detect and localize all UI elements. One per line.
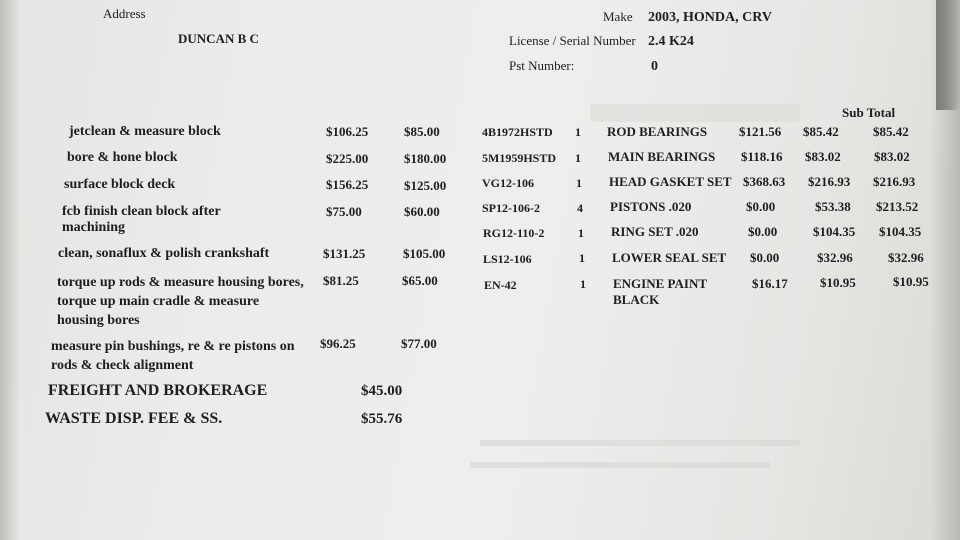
part-desc: RING SET .020 (611, 224, 699, 239)
labor-price: $156.25 (326, 177, 369, 192)
part-number: 4B1972HSTD (482, 125, 553, 139)
part-desc: MAIN BEARINGS (608, 149, 716, 164)
part-qty: 1 (578, 226, 584, 240)
part-subtotal: $83.02 (874, 149, 910, 164)
part-price: $53.38 (815, 199, 851, 214)
labor-price: $225.00 (326, 151, 369, 166)
part-desc: ENGINE PAINT BLACK (613, 276, 707, 307)
part-subtotal: $216.93 (873, 174, 916, 189)
part-desc: PISTONS .020 (610, 199, 692, 214)
part-number: 5M1959HSTD (482, 151, 557, 165)
part-subtotal: $32.96 (888, 250, 924, 265)
part-qty: 1 (576, 176, 582, 190)
fee-label: FREIGHT AND BROKERAGE (48, 382, 268, 399)
part-price: $104.35 (813, 224, 856, 239)
show-through-line (480, 440, 800, 446)
part-qty: 1 (580, 277, 586, 291)
fee-amount: $45.00 (361, 383, 403, 399)
part-list-price: $0.00 (746, 199, 776, 214)
part-number: EN-42 (484, 278, 517, 292)
labor-desc: surface block deck (64, 177, 176, 192)
part-price: $83.02 (805, 149, 841, 164)
labor-price: $81.25 (323, 273, 359, 288)
part-list-price: $16.17 (752, 276, 788, 291)
part-number: VG12-106 (482, 176, 534, 190)
labor-desc: fcb finish clean block after machining (62, 204, 221, 235)
part-price: $216.93 (808, 174, 851, 189)
labor-desc: jetclean & measure block (69, 124, 221, 139)
part-subtotal: $104.35 (879, 224, 922, 239)
labor-price: $96.25 (320, 336, 356, 351)
part-list-price: $0.00 (750, 250, 780, 265)
labor-net: $85.00 (404, 124, 440, 139)
labor-net: $60.00 (404, 204, 440, 219)
pst-value: 0 (651, 59, 658, 74)
show-through-band (590, 104, 800, 122)
labor-desc: bore & hone block (67, 150, 178, 165)
labor-desc: clean, sonaflux & polish crankshaft (58, 246, 270, 261)
license-value: 2.4 K24 (648, 34, 694, 49)
part-price: $10.95 (820, 275, 856, 290)
address-label: Address (103, 6, 146, 21)
part-qty: 1 (579, 251, 585, 265)
labor-price: $106.25 (326, 124, 369, 139)
part-list-price: $121.56 (739, 124, 782, 139)
part-list-price: $118.16 (741, 149, 783, 164)
subtotal-header: Sub Total (842, 105, 896, 120)
labor-desc: torque up rods & measure housing bores, torque up main cradle & measure housing bores (57, 275, 304, 328)
part-qty: 1 (575, 151, 581, 165)
part-desc: HEAD GASKET SET (609, 174, 732, 189)
part-desc: LOWER SEAL SET (612, 250, 727, 265)
part-desc: ROD BEARINGS (607, 124, 708, 139)
part-list-price: $0.00 (748, 224, 778, 239)
pst-label: Pst Number: (509, 58, 575, 73)
part-number: RG12-110-2 (483, 226, 545, 240)
make-value: 2003, HONDA, CRV (648, 10, 772, 25)
labor-net: $65.00 (402, 273, 438, 288)
part-number: LS12-106 (483, 252, 532, 266)
part-subtotal: $85.42 (873, 124, 909, 139)
labor-price: $75.00 (326, 204, 362, 219)
page-corner-shadow (936, 0, 960, 110)
fee-amount: $55.76 (361, 411, 403, 427)
license-label: License / Serial Number (509, 33, 636, 48)
labor-price: $131.25 (323, 246, 366, 261)
part-price: $32.96 (817, 250, 853, 265)
part-price: $85.42 (803, 124, 839, 139)
labor-net: $77.00 (401, 336, 437, 351)
part-subtotal: $213.52 (876, 199, 919, 214)
part-number: SP12-106-2 (482, 201, 540, 215)
part-qty: 1 (575, 125, 581, 139)
labor-net: $180.00 (404, 151, 447, 166)
show-through-line (470, 462, 770, 468)
make-label: Make (603, 9, 633, 24)
labor-net: $125.00 (404, 178, 447, 193)
part-subtotal: $10.95 (893, 274, 929, 289)
customer-name: DUNCAN B C (178, 31, 259, 46)
part-list-price: $368.63 (743, 174, 786, 189)
part-qty: 4 (577, 201, 583, 215)
labor-desc: measure pin bushings, re & re pistons on rods & check alignment (51, 339, 295, 373)
fee-label: WASTE DISP. FEE & SS. (45, 410, 223, 427)
labor-net: $105.00 (403, 246, 446, 261)
